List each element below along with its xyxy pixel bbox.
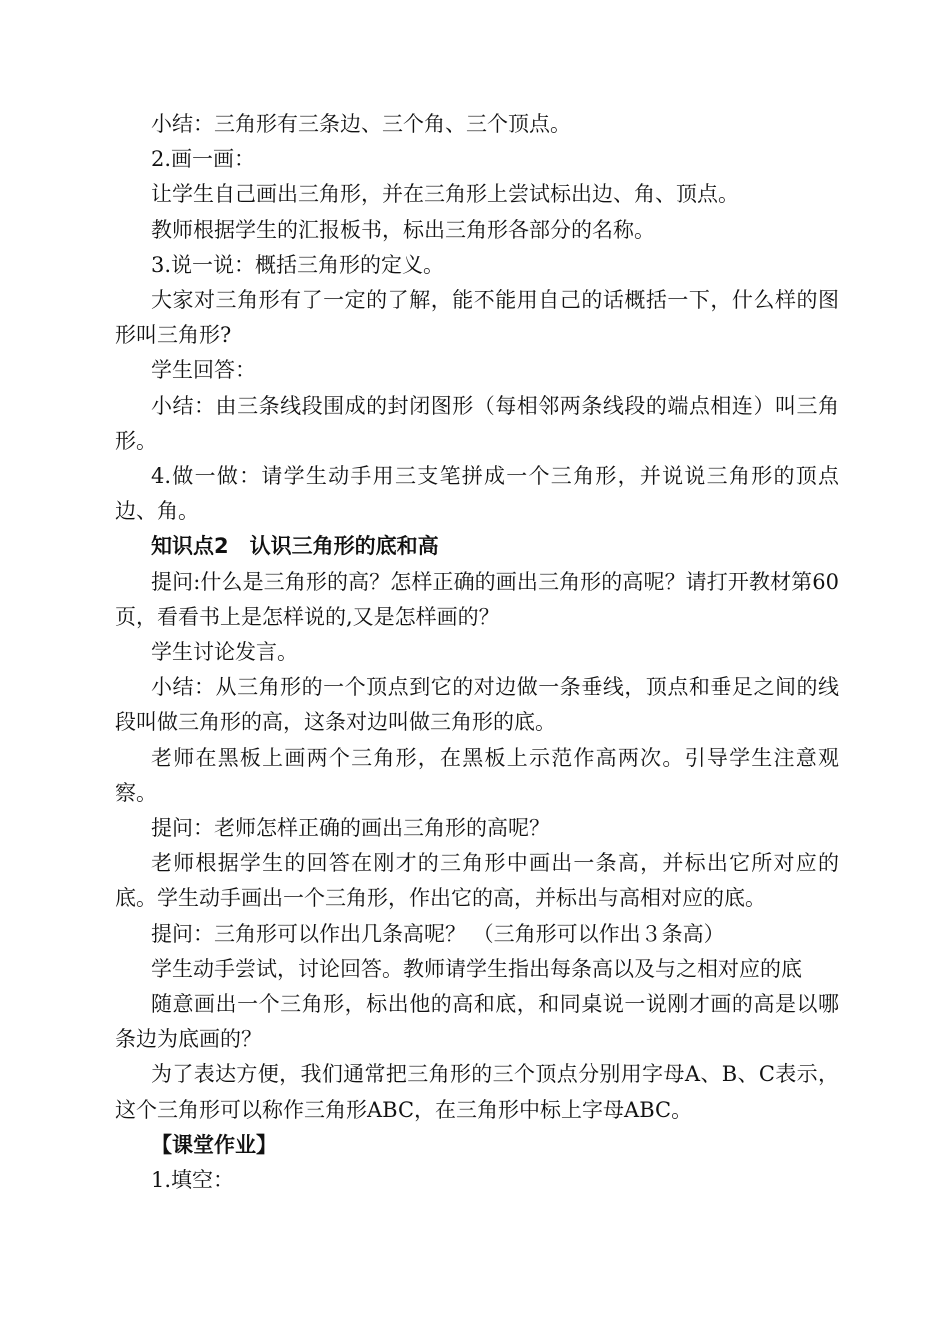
question-paragraph: 提问:什么是三角形的高？怎样正确的画出三角形的高呢？请打开教材第60页，看看书上是怎样说的,又是怎样画的？ [115,569,839,629]
summary-paragraph: 小结：由三条线段围成的封闭图形（每相邻两条线段的端点相连）叫三角形。 [115,393,839,453]
body-paragraph: 学生讨论发言。 [151,640,298,665]
body-paragraph: 教师根据学生的汇报板书，标出三角形各部分的名称。 [151,217,655,242]
body-paragraph: 老师在黑板上画两个三角形，在黑板上示范作高两次。引导学生注意观察。 [115,745,839,805]
exercise-item: 1.填空： [151,1168,235,1193]
question-paragraph: 提问：三角形可以作出几条高呢？ （三角形可以作出３条高） [151,921,725,946]
document-body [115,107,839,1198]
body-paragraph: 大家对三角形有了一定的了解，能不能用自己的话概括一下，什么样的图形叫三角形? [115,288,839,348]
section-heading-knowledge-point-2: 知识点2 认识三角形的底和高 [151,534,439,559]
step-heading-do: 4.做一做：请学生动手用三支笔拼成一个三角形，并说说三角形的顶点边、角。 [115,464,839,524]
step-heading-say: 3.说一说：概括三角形的定义。 [151,252,445,277]
question-paragraph: 提问：老师怎样正确的画出三角形的高呢？ [151,816,550,841]
summary-paragraph: 小结：从三角形的一个顶点到它的对边做一条垂线，顶点和垂足之间的线段叫做三角形的高，这条对边叫做三角形的底。 [115,675,839,735]
summary-paragraph: 小结：三角形有三条边、三个角、三个顶点。 [151,112,571,136]
step-heading-draw: 2.画一画： [151,147,256,172]
body-paragraph: 学生回答： [151,358,256,383]
body-paragraph: 让学生自己画出三角形，并在三角形上尝试标出边、角、顶点。 [151,182,739,207]
section-heading-classwork: 【课堂作业】 [151,1132,277,1157]
body-paragraph: 老师根据学生的回答在刚才的三角形中画出一条高，并标出它所对应的底。学生动手画出一个三角形，作出它的高，并标出与高相对应的底。 [115,851,839,911]
body-paragraph: 学生动手尝试，讨论回答。教师请学生指出每条高以及与之相对应的底 [151,956,802,981]
body-paragraph: 为了表达方便，我们通常把三角形的三个顶点分别用字母A、B、C表示，这个三角形可以称作三角形ABC，在三角形中标上字母ABC。 [115,1062,839,1122]
body-paragraph: 随意画出一个三角形，标出他的高和底，和同桌说一说刚才画的高是以哪条边为底画的？ [115,992,839,1052]
